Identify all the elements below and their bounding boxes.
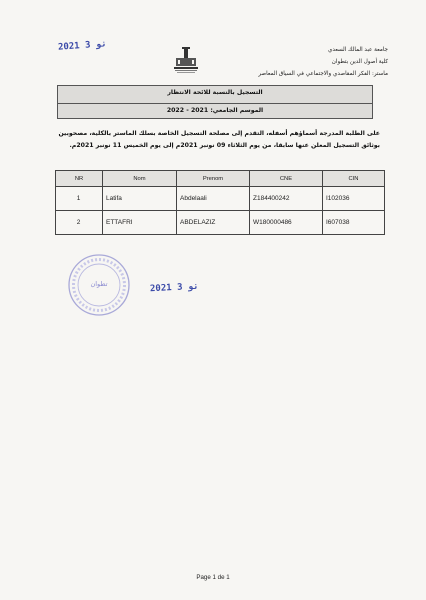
cell-cne: Z184400242 [250, 187, 323, 211]
official-seal [66, 252, 132, 318]
page-footer: Page 1 de 1 [196, 574, 230, 581]
institution-header [258, 44, 388, 80]
title-box [57, 85, 373, 119]
cell-cin: I102036 [323, 187, 385, 211]
table-header-row [56, 171, 385, 187]
cell-nom: Latifa [103, 187, 177, 211]
cell-cin: I607038 [323, 211, 385, 235]
cell-cne: W180000486 [250, 211, 323, 235]
master-name: ماستر: الفكر المقاصدي والاجتماعي في السياق المعاصر [258, 71, 388, 77]
cell-nr: 2 [56, 211, 103, 235]
seal-city: تطوان [90, 280, 108, 288]
cell-prenom: Abdelaali [177, 187, 250, 211]
cell-prenom: ABDELAZIZ [177, 211, 250, 235]
date-stamp-bottom: 2021 نو 3 [149, 281, 200, 295]
cell-nom: ETTAFRI [103, 211, 177, 235]
date-stamp-top: 2021 نو 3 [57, 39, 108, 53]
header-nr: NR [56, 171, 103, 187]
faculty-name: كلية أصول الدين بتطوان [331, 59, 388, 65]
mosque-logo-icon [171, 46, 201, 76]
header-cne: CNE [250, 171, 323, 187]
table-row [56, 187, 385, 211]
header-nom: Nom [103, 171, 177, 187]
faculty-logo [171, 46, 201, 76]
university-name: جامعة عبد المالك السعدي [327, 47, 388, 53]
cell-nr: 1 [56, 187, 103, 211]
table-row [56, 211, 385, 235]
waiting-list-table [55, 170, 385, 235]
notice-paragraph: على الطلبة المدرجة أسماؤهم أسفله، التقدم إلى مصلحة التسجيل الخاصة بسلك الماستر بالكلية، مصحوبين بوثائق التسجيل المعلن عنها سابقا، من يوم الثلاثاء 09 نونبر 2021م إلى يوم الخميس 11 نونبر 2021م. [58, 130, 380, 149]
title-line-2: الموسم الجامعي: 2021 - 2022 [58, 103, 372, 118]
header-cin: CIN [323, 171, 385, 187]
header-prenom: Prenom [177, 171, 250, 187]
title-line-1: التسجيل بالنسبة للائحة الانتظار [167, 89, 263, 96]
